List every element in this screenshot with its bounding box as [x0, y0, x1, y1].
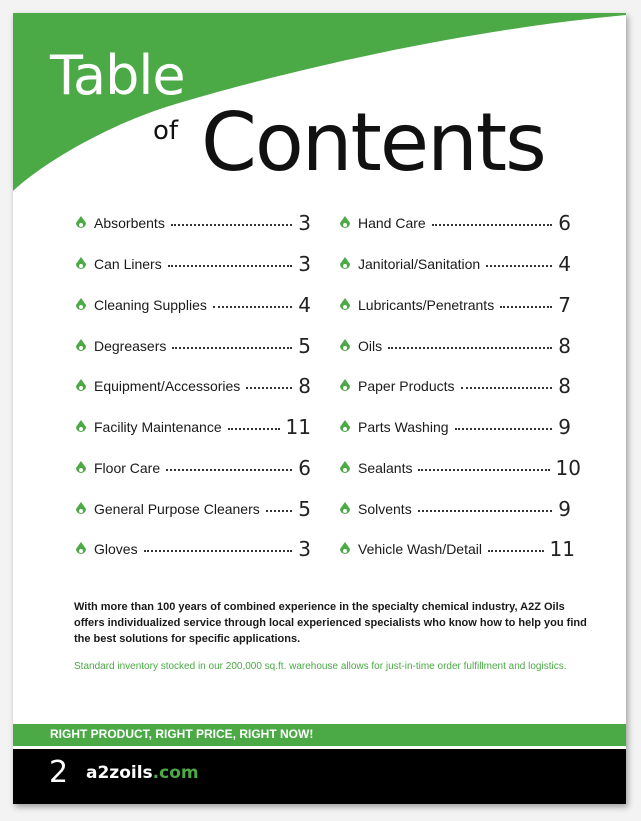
toc-item-janitorial-sanitation[interactable] — [339, 253, 571, 275]
title-contents: Contents — [201, 96, 545, 189]
toc-label: General Purpose Cleaners — [94, 501, 260, 517]
toc-leader-dots — [228, 428, 280, 430]
toc-page-number: 3 — [298, 537, 311, 561]
toc-page-number: 4 — [558, 252, 571, 276]
drop-icon — [339, 339, 351, 353]
site-tld: .com — [152, 763, 199, 783]
toc-leader-dots — [166, 469, 292, 471]
toc-item-oils[interactable] — [339, 335, 571, 357]
toc-item-paper-products[interactable] — [339, 375, 571, 397]
toc-label: Can Liners — [94, 256, 162, 272]
toc-leader-dots — [432, 224, 553, 226]
toc-page-number: 8 — [558, 374, 571, 398]
intro-paragraph: With more than 100 years of combined experience in the specialty chemical industry, A2Z Oils offers individualized service through local experienced specialists who know how to help you find the best solutions for specific applications. — [74, 601, 587, 645]
toc-label: Equipment/Accessories — [94, 378, 241, 394]
toc-item-hand-care[interactable] — [339, 212, 571, 234]
toc-leader-dots — [246, 387, 292, 389]
toc-item-general-purpose-cleaners[interactable] — [75, 498, 311, 520]
drop-icon — [75, 339, 87, 353]
toc-page-number: 6 — [298, 456, 311, 480]
toc-leader-dots — [266, 510, 293, 512]
inventory-note: Standard inventory stocked in our 200,000 sq.ft. warehouse allows for just-in-time order fulfillment and logistics. — [74, 661, 567, 672]
toc-leader-dots — [486, 265, 552, 267]
toc-page-number: 5 — [298, 334, 311, 358]
toc-label: Cleaning Supplies — [94, 297, 207, 313]
toc-item-equipment-accessories[interactable] — [75, 375, 311, 397]
drop-icon — [75, 461, 87, 475]
toc-leader-dots — [418, 469, 549, 471]
toc-item-solvents[interactable] — [339, 498, 571, 520]
drop-icon — [339, 216, 351, 230]
toc-label: Oils — [358, 338, 383, 354]
drop-icon — [339, 379, 351, 393]
slogan-bar — [13, 724, 626, 746]
drop-icon — [339, 461, 351, 475]
toc-label: Hand Care — [358, 215, 426, 231]
toc-page-number: 3 — [298, 211, 311, 235]
toc-page-number: 4 — [298, 293, 311, 317]
toc-item-floor-care[interactable] — [75, 457, 311, 479]
toc-leader-dots — [455, 428, 553, 430]
toc-page-number: 8 — [298, 374, 311, 398]
toc-page-number: 3 — [298, 252, 311, 276]
drop-icon — [75, 420, 87, 434]
website-link[interactable] — [86, 763, 199, 783]
drop-icon — [339, 502, 351, 516]
toc-label: Solvents — [358, 501, 412, 517]
page-number: 2 — [49, 755, 69, 790]
toc-label: Paper Products — [358, 378, 455, 394]
toc-leader-dots — [388, 347, 552, 349]
toc-label: Degreasers — [94, 338, 167, 354]
toc-page-number: 11 — [285, 415, 311, 439]
drop-icon — [75, 502, 87, 516]
footer-bar — [13, 749, 626, 804]
title-table: Table — [50, 44, 185, 107]
toc-item-can-liners[interactable] — [75, 253, 311, 275]
toc-page-number: 5 — [298, 497, 311, 521]
toc-label: Parts Washing — [358, 419, 449, 435]
toc-leader-dots — [168, 265, 293, 267]
drop-icon — [339, 298, 351, 312]
toc-leader-dots — [213, 306, 292, 308]
site-name: a2zoils — [86, 763, 153, 783]
toc-page-number: 11 — [549, 537, 575, 561]
drop-icon — [75, 216, 87, 230]
toc-page-number: 10 — [555, 456, 581, 480]
drop-icon — [339, 420, 351, 434]
toc-page-number: 8 — [558, 334, 571, 358]
drop-icon — [75, 298, 87, 312]
toc-item-lubricants-penetrants[interactable] — [339, 294, 571, 316]
title-of: of — [153, 116, 179, 146]
toc-page-number: 6 — [558, 211, 571, 235]
toc-label: Absorbents — [94, 215, 165, 231]
toc-item-vehicle-wash-detail[interactable] — [339, 538, 575, 560]
toc-item-gloves[interactable] — [75, 538, 311, 560]
toc-label: Sealants — [358, 460, 413, 476]
drop-icon — [75, 379, 87, 393]
toc-leader-dots — [171, 224, 292, 226]
toc-leader-dots — [172, 347, 292, 349]
toc-label: Janitorial/Sanitation — [358, 256, 481, 272]
toc-leader-dots — [461, 387, 553, 389]
toc-page-number: 9 — [558, 415, 571, 439]
toc-label: Facility Maintenance — [94, 419, 222, 435]
drop-icon — [339, 542, 351, 556]
toc-label: Gloves — [94, 541, 138, 557]
toc-item-degreasers[interactable] — [75, 335, 311, 357]
toc-item-cleaning-supplies[interactable] — [75, 294, 311, 316]
toc-leader-dots — [500, 306, 552, 308]
toc-item-absorbents[interactable] — [75, 212, 311, 234]
toc-leader-dots — [488, 550, 544, 552]
drop-icon — [339, 257, 351, 271]
toc-item-parts-washing[interactable] — [339, 416, 571, 438]
catalog-page — [13, 13, 626, 804]
toc-label: Vehicle Wash/Detail — [358, 541, 482, 557]
drop-icon — [75, 542, 87, 556]
toc-label: Lubricants/Penetrants — [358, 297, 495, 313]
toc-leader-dots — [418, 510, 553, 512]
toc-page-number: 7 — [558, 293, 571, 317]
drop-icon — [75, 257, 87, 271]
toc-item-sealants[interactable] — [339, 457, 581, 479]
toc-item-facility-maintenance[interactable] — [75, 416, 311, 438]
toc-page-number: 9 — [558, 497, 571, 521]
slogan-text: RIGHT PRODUCT, RIGHT PRICE, RIGHT NOW! — [50, 727, 314, 741]
toc-leader-dots — [144, 550, 293, 552]
toc-label: Floor Care — [94, 460, 161, 476]
